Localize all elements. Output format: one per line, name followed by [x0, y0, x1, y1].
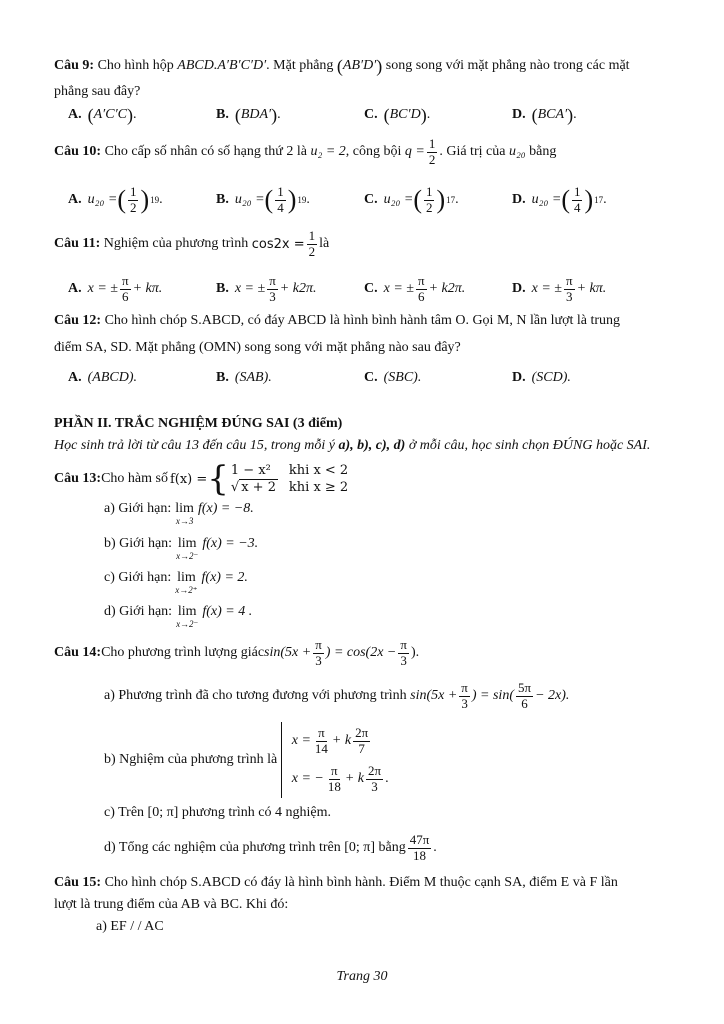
option-a: A. u₂₀ = ( $\frac{1}{2}$ ) 19 .	[68, 183, 163, 215]
q14-item-b: b) Nghiệm của phương trình là x = $\frac{\pi}{14}$ + k $\frac{2\pi}{7}$ x = − $\frac{\pi}{18}$ + k $\frac{2\pi}{3}$ .	[104, 722, 389, 798]
q10-label: Câu 10:	[54, 144, 102, 159]
solution-system: x = $\frac{\pi}{14}$ + k $\frac{2\pi}{7}$ x = − $\frac{\pi}{18}$ + k $\frac{2\pi}{3}$ .	[281, 722, 389, 798]
option-c: C. x = ± $\frac{\pi}{6}$ + k2π.	[364, 272, 466, 304]
q10-line1: Câu 10: Cho cấp số nhân có số hạng thứ 2 là u₂ = 2 , công bội q = $\frac{1}{2}$ . Giá trị của u₂₀ bằng	[54, 135, 557, 167]
q11-label: Câu 11:	[54, 236, 101, 251]
option-a: A. ( A′C′C ) .	[68, 105, 137, 125]
q11-line1: Câu 11: Nghiệm của phương trình cos2x = $\frac{1}{2}$ là	[54, 227, 330, 259]
q13-item-c: c) Giới hạn: lim x→2⁺ f(x) = 2.	[104, 570, 248, 595]
q10-options	[68, 182, 668, 218]
q15-label: Câu 15:	[54, 875, 102, 890]
q9-options	[68, 100, 668, 130]
option-d: D. (SCD).	[512, 370, 571, 385]
q11-options	[68, 272, 668, 306]
option-d: D. x = ± $\frac{\pi}{3}$ + kπ.	[512, 272, 607, 304]
piecewise-cases: 1 − x² khi x < 2 √ x + 2 khi x ≥ 2	[230, 463, 349, 495]
q15-item-a: a) EF / / AC	[96, 919, 164, 934]
q14-label: Câu 14:	[54, 645, 102, 660]
q12-line2: điểm SA, SD. Mặt phẳng (OMN) song song với mặt phẳng nào sau đây?	[54, 340, 461, 355]
q15-line1: Câu 15: Cho hình chóp S.ABCD có đáy là hình bình hành. Điểm M thuộc cạnh SA, điểm E và F lần	[54, 875, 618, 890]
option-b: B. ( BDA′ ) .	[216, 105, 281, 125]
q14-item-a: a) Phương trình đã cho tương đương với phương trình sin(5x + $\frac{\pi}{3}$ ) = sin( $\frac{5\pi}{6}$ − 2x).	[104, 679, 570, 711]
q13-item-b: b) Giới hạn: lim x→2⁻ f(x) = −3.	[104, 536, 259, 561]
part2-heading: PHẦN II. TRẮC NGHIỆM ĐÚNG SAI (3 điểm)	[54, 416, 343, 431]
option-a: A. (ABCD).	[68, 370, 138, 385]
option-c: C. ( BC′D ) .	[364, 105, 431, 125]
q14-line1: Câu 14: Cho phương trình lượng giác sin(5x + $\frac{\pi}{3}$ ) = cos(2x − $\frac{\pi}{3}$ ).	[54, 636, 420, 668]
q12-options	[68, 363, 668, 393]
q14-item-c: c) Trên [0; π] phương trình có 4 nghiệm.	[104, 805, 331, 820]
q9-line1: Câu 9: Cho hình hộp ABCD.A′B′C′D′. Mặt phẳng (AB′D′) song song với mặt phẳng nào trong các mặt	[54, 56, 630, 76]
option-a: A. x = ± $\frac{\pi}{6}$ + kπ.	[68, 272, 163, 304]
part2-instructions: Học sinh trả lời từ câu 13 đến câu 15, trong mỗi ý a), b), c), d) ở mỗi câu, học sinh chọn ĐÚNG hoặc SAI.	[54, 438, 651, 453]
option-c: C. u₂₀ = ( $\frac{1}{2}$ ) 17 .	[364, 183, 459, 215]
q15-line2: lượt là trung điểm của AB và BC. Khi đó:	[54, 897, 289, 912]
q12-line1: Câu 12: Cho hình chóp S.ABCD, có đáy ABCD là hình bình hành tâm O. Gọi M, N lần lượt là trung	[54, 313, 621, 328]
q13-line1: Câu 13: Cho hàm số f(x) = { 1 − x² khi x < 2 √ x + 2 khi x ≥ 2	[54, 459, 349, 499]
q9-line2: phẳng sau đây?	[54, 84, 141, 99]
option-b: B. u₂₀ = ( $\frac{1}{4}$ ) 19 .	[216, 183, 310, 215]
page-number: Trang 30	[336, 969, 388, 984]
option-c: C. (SBC).	[364, 370, 422, 385]
option-d: D. u₂₀ = ( $\frac{1}{4}$ ) 17 .	[512, 183, 607, 215]
q13-item-a: a) Giới hạn: lim x→3 f(x) = −8.	[104, 501, 254, 526]
q12-label: Câu 12:	[54, 313, 102, 328]
option-b: B. x = ± $\frac{\pi}{3}$ + k2π.	[216, 272, 317, 304]
q13-label: Câu 13:	[54, 471, 102, 486]
q14-item-d: d) Tổng các nghiệm của phương trình trên [0; π] bằng $\frac{47\pi}{18}$ .	[104, 831, 437, 863]
option-b: B. (SAB).	[216, 370, 272, 385]
option-d: D. ( BCA′ ) .	[512, 105, 577, 125]
q9-label: Câu 9:	[54, 58, 95, 74]
q13-item-d: d) Giới hạn: lim x→2⁻ f(x) = 4 .	[104, 604, 253, 629]
